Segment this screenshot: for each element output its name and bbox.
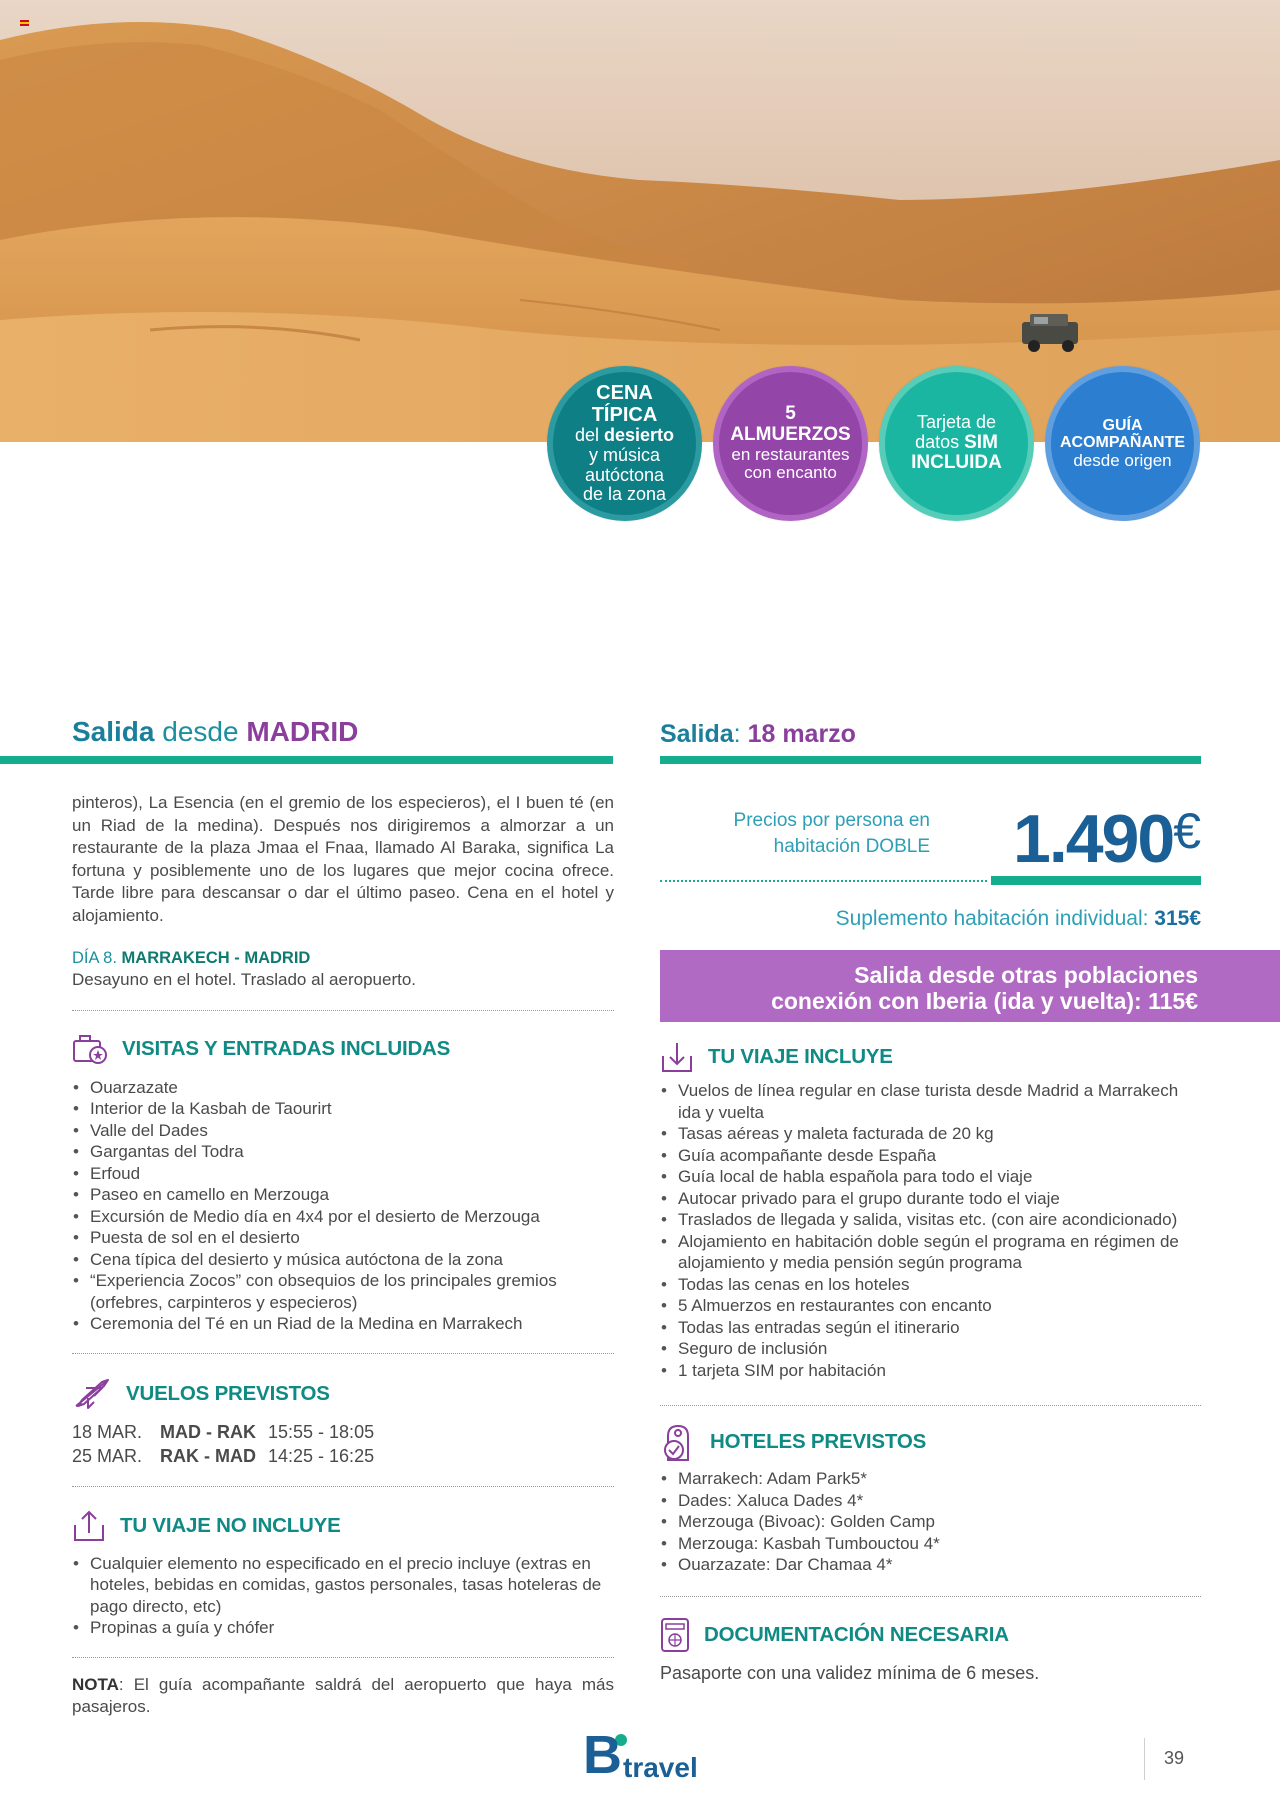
hotel-item: • Dades: Xaluca Dades 4*: [660, 1490, 1201, 1512]
excl-list: [72, 1553, 614, 1639]
flights-table: [72, 1420, 614, 1468]
badge-sim: [879, 366, 1034, 521]
logo-text: travel: [623, 1752, 698, 1783]
badge-line: [575, 426, 674, 446]
badge-line: autóctona: [584, 464, 665, 485]
badge-line: [915, 433, 998, 454]
inclusion-item: • Guía local de habla española para todo el viaje: [660, 1166, 1201, 1188]
badge-line: desde origen: [1073, 450, 1172, 470]
excl-header: [72, 1509, 614, 1543]
passport-icon: [660, 1617, 690, 1653]
doc-text: Pasaporte con una validez mínima de 6 meses.: [660, 1662, 1040, 1683]
exclusion-item: • Propinas a guía y chófer: [72, 1617, 614, 1639]
inclusion-item: • Alojamiento en habitación doble según el programa en régimen de alojamiento y media pensión según programa: [660, 1231, 1201, 1274]
badge-line: Tarjeta de: [916, 411, 997, 432]
nota: [72, 1674, 614, 1719]
flight-date: 25 MAR.: [72, 1445, 143, 1466]
visits-header: [72, 1033, 614, 1065]
flight-row: [72, 1444, 614, 1468]
incl-header: [660, 1040, 1201, 1074]
exclusion-item: • Cualquier elemento no especificado en el precio incluye (extras en hoteles, bebidas en comidas, gastos personales, tasas hoteleras de pago directo, etc): [72, 1553, 614, 1618]
price: [1013, 800, 1201, 878]
badge-line: TÍPICA: [591, 403, 658, 426]
badge-line-part: datos: [915, 431, 965, 452]
inclusion-item: • 1 tarjeta SIM por habitación: [660, 1360, 1201, 1382]
inclusion-item: • Traslados de llegada y salida, visitas etc. (con aire acondicionado): [660, 1209, 1201, 1231]
badge-line-part: del: [574, 424, 604, 445]
visits-title: VISITAS Y ENTRADAS INCLUIDAS: [122, 1036, 451, 1060]
incl-title: TU VIAJE INCLUYE: [708, 1045, 893, 1068]
intro-paragraph: pinteros), La Esencia (en el gremio de los especieros), el I buen té (en un Riad de la medina). Después nos dirigiremos a almorzar a un restaurante de la plaza Jmaa el Fnaa, llamado Al Baraka, significa La fortuna y posiblemente uno de los lugares que mejor cocina ofrece. Tarde libre para descansar o dar el último paseo. Cena en el hotel y alojamiento.: [72, 793, 614, 925]
badge-line-part: SIM: [964, 431, 998, 453]
flights-title: VUELOS PREVISTOS: [126, 1381, 330, 1405]
inclusion-item: • Autocar privado para el grupo durante todo el viaje: [660, 1188, 1201, 1210]
title-part: Salida: [72, 716, 155, 747]
badge-line: con encanto: [744, 463, 837, 483]
visit-item: • Ceremonia del Té en un Riad de la Medina en Marrakech: [72, 1313, 614, 1335]
inclusion-item: • Todas las cenas en los hoteles: [660, 1274, 1201, 1296]
visit-item: • Erfoud: [72, 1163, 614, 1185]
day-label: DÍA 8.: [72, 949, 122, 967]
badge-line: CENA: [596, 381, 653, 404]
inclusion-item: • 5 Almuerzos en restaurantes con encanto: [660, 1295, 1201, 1317]
inclusion-item: • Todas las entradas según el itinerario: [660, 1317, 1201, 1339]
flight-row: [72, 1420, 614, 1444]
nota-text: : El guía acompañante saldrá del aeropuerto que haya más pasajeros.: [72, 1674, 614, 1716]
divider: [72, 1353, 614, 1354]
hotel-item: • Merzouga (Bivoac): Golden Camp: [660, 1511, 1201, 1533]
badge-line: de la zona: [582, 484, 667, 505]
supplement-label: Suplemento habitación individual:: [835, 907, 1155, 930]
inclusion-item: • Guía acompañante desde España: [660, 1145, 1201, 1167]
visit-item: • Gargantas del Todra: [72, 1141, 614, 1163]
supplement-value: 315€: [1154, 907, 1201, 930]
title-part: desde: [154, 716, 247, 747]
divider: [660, 1596, 1201, 1597]
band-line: conexión con Iberia (ida y vuelta): 115€: [771, 988, 1198, 1014]
flight-date: 18 MAR.: [72, 1421, 143, 1442]
visit-item: • Cena típica del desierto y música autóctona de la zona: [72, 1249, 614, 1271]
right-column: [660, 1040, 1201, 1684]
flight-route: MAD - RAK: [160, 1421, 256, 1442]
price-block: [660, 770, 1201, 931]
door-hanger-icon: [660, 1422, 696, 1462]
logo-b: B: [583, 1725, 622, 1785]
divider: [72, 1657, 614, 1658]
price-value: 1.490: [1013, 801, 1174, 877]
title-part: 18 marzo: [747, 720, 856, 748]
title-part: :: [733, 720, 748, 748]
badge-line: y música: [588, 444, 660, 465]
feature-badges: [547, 366, 1200, 521]
visits-list: [72, 1077, 614, 1335]
visit-item: • Interior de la Kasbah de Taourirt: [72, 1098, 614, 1120]
badge-guia: [1045, 366, 1200, 521]
badge-line: 5: [785, 402, 796, 424]
inclusion-item: • Tasas aéreas y maleta facturada de 20 kg: [660, 1123, 1201, 1145]
incl-list: [660, 1080, 1201, 1381]
badge-almuerzos: [713, 366, 868, 521]
flight-time: 14:25 - 16:25: [268, 1445, 375, 1466]
inclusion-item: • Vuelos de línea regular en clase turista desde Madrid a Marrakech ida y vuelta: [660, 1080, 1201, 1123]
visit-item: • Valle del Dades: [72, 1120, 614, 1142]
page-number: [1144, 1738, 1184, 1780]
day-8-heading: [72, 949, 614, 968]
visit-item: • Paseo en camello en Merzouga: [72, 1184, 614, 1206]
divider: [660, 1405, 1201, 1406]
right-title-rule: [660, 756, 1201, 764]
hotels-list: [660, 1468, 1201, 1576]
hotel-item: • Marrakech: Adam Park5*: [660, 1468, 1201, 1490]
badge-line-part: desierto: [604, 424, 675, 445]
flight-time: 15:55 - 18:05: [268, 1421, 375, 1442]
title-part: MADRID: [246, 716, 359, 747]
hotels-header: [660, 1422, 1201, 1462]
price-label: [690, 808, 930, 860]
left-column: [72, 792, 614, 1719]
left-section-title: [72, 716, 358, 748]
upload-icon: [72, 1509, 106, 1543]
left-title-rule: [0, 756, 613, 764]
other-cities-band: [660, 950, 1280, 1022]
hotel-item: • Merzouga: Kasbah Tumbouctou 4*: [660, 1533, 1201, 1555]
doc-header: [660, 1617, 1201, 1653]
doc-title: DOCUMENTACIÓN NECESARIA: [704, 1622, 1009, 1646]
download-icon: [660, 1040, 694, 1074]
price-currency: €: [1173, 803, 1201, 859]
visit-item: • Ouarzazate: [72, 1077, 614, 1099]
price-label-line: habitación DOBLE: [773, 836, 930, 857]
badge-line: ALMUERZOS: [730, 423, 851, 445]
day-8-text: Desayuno en el hotel. Traslado al aeropuerto.: [72, 970, 417, 989]
hotels-title: HOTELES PREVISTOS: [710, 1430, 927, 1453]
visit-item: • Excursión de Medio día en 4x4 por el desierto de Merzouga: [72, 1206, 614, 1228]
band-line: Salida desde otras poblaciones: [854, 962, 1198, 988]
badge-cena-tipica: [547, 366, 702, 521]
page-number-text: 39: [1164, 1748, 1185, 1768]
hotel-item: • Ouarzazate: Dar Chamaa 4*: [660, 1554, 1201, 1576]
day-title: MARRAKECH - MADRID: [121, 949, 311, 967]
right-section-title: [660, 720, 856, 749]
excl-title: TU VIAJE NO INCLUYE: [120, 1513, 341, 1537]
badge-line: GUÍA: [1102, 416, 1143, 434]
flights-header: [72, 1376, 614, 1412]
nota-label: NOTA: [72, 1674, 119, 1694]
visit-item: • “Experiencia Zocos” con obsequios de los principales gremios (orfebres, carpinteros y especieros): [72, 1270, 614, 1313]
price-label-line: Precios por persona en: [733, 810, 930, 831]
visit-item: • Puesta de sol en el desierto: [72, 1227, 614, 1249]
flag-icon: [20, 20, 29, 26]
flight-route: RAK - MAD: [160, 1445, 256, 1466]
tickets-icon: [72, 1033, 108, 1065]
title-part: Salida: [660, 720, 734, 748]
divider: [72, 1486, 614, 1487]
airplane-icon: [72, 1376, 112, 1412]
badge-line: INCLUIDA: [911, 452, 1002, 474]
badge-line: ACOMPAÑANTE: [1059, 434, 1186, 452]
inclusion-item: • Seguro de inclusión: [660, 1338, 1201, 1360]
badge-line: en restaurantes: [731, 444, 850, 464]
supplement: [660, 907, 1201, 931]
btravel-logo: [583, 1725, 699, 1787]
divider: [72, 1010, 614, 1011]
